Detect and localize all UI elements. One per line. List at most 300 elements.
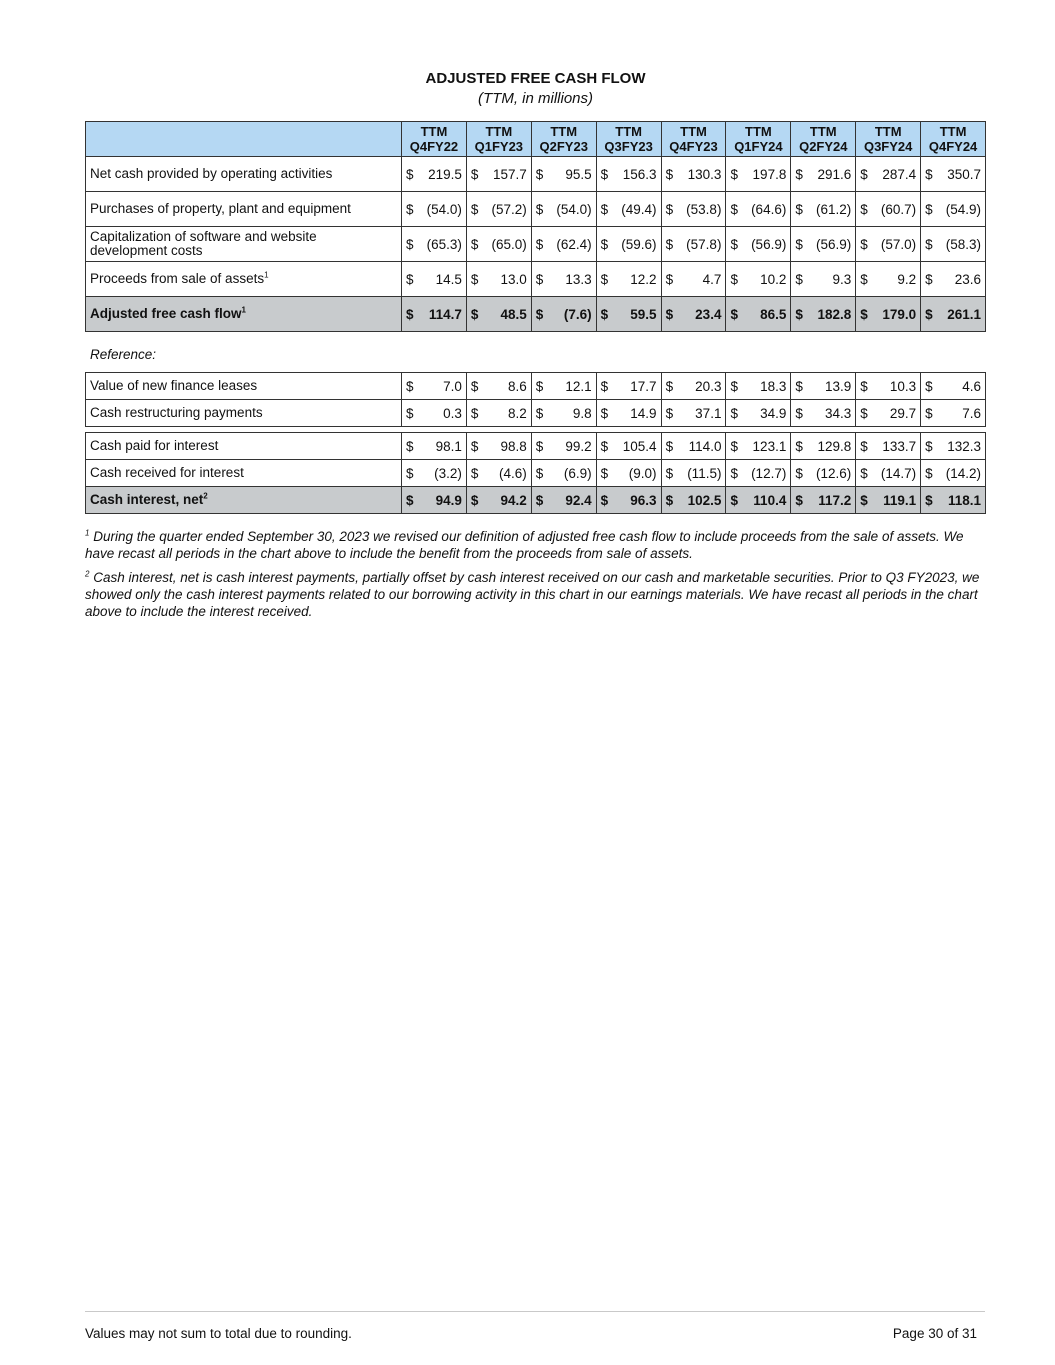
currency-symbol: $ — [406, 405, 414, 421]
currency-symbol: $ — [470, 306, 479, 322]
row-label-text: Adjusted free cash flow — [90, 306, 242, 321]
cell-value: 133.7 — [882, 438, 917, 454]
currency-symbol: $ — [535, 201, 544, 217]
cell-value: 8.6 — [508, 378, 527, 394]
currency-symbol: $ — [665, 438, 674, 454]
currency-symbol: $ — [730, 405, 738, 421]
cell-value: (62.4) — [556, 236, 592, 252]
currency-symbol: $ — [925, 492, 933, 508]
cell-value: 129.8 — [817, 438, 852, 454]
cell-value: (11.5) — [687, 465, 722, 481]
cell-value: (61.2) — [815, 201, 852, 217]
cell-value: (57.0) — [880, 236, 917, 252]
footnote-1-number: 1 — [85, 528, 90, 538]
currency-symbol: $ — [600, 271, 609, 287]
value-cell — [921, 400, 986, 427]
currency-symbol: $ — [665, 306, 674, 322]
value-cell — [661, 262, 726, 297]
cell-value: 102.5 — [687, 492, 722, 508]
cell-value: (12.6) — [815, 465, 852, 481]
cell-value: 4.7 — [702, 271, 722, 287]
value-cell — [596, 297, 661, 332]
currency-symbol: $ — [600, 236, 609, 252]
column-header-text: TTM — [939, 124, 967, 139]
value-cell — [791, 297, 856, 332]
currency-symbol: $ — [535, 271, 544, 287]
cell-value: 98.8 — [500, 438, 527, 454]
reference-label: Reference: — [90, 347, 157, 362]
currency-symbol: $ — [860, 405, 868, 421]
currency-symbol: $ — [470, 465, 479, 481]
row-label-text: Cash interest, net — [90, 492, 204, 507]
currency-symbol: $ — [665, 465, 674, 481]
value-cell — [466, 433, 531, 460]
column-header-text: TTM — [874, 124, 902, 139]
value-cell — [466, 460, 531, 487]
currency-symbol: $ — [925, 271, 933, 287]
currency-symbol: $ — [665, 492, 674, 508]
value-cell — [726, 373, 791, 400]
value-cell — [466, 192, 531, 227]
currency-symbol: $ — [860, 465, 868, 481]
page-subtitle: (TTM, in millions) — [478, 90, 593, 107]
currency-symbol: $ — [665, 405, 674, 421]
cell-value: 18.3 — [760, 378, 787, 394]
currency-symbol: $ — [665, 201, 674, 217]
cell-value: 10.2 — [760, 271, 787, 287]
currency-symbol: $ — [600, 405, 609, 421]
cell-value: 13.3 — [565, 271, 592, 287]
currency-symbol: $ — [795, 492, 803, 508]
cell-value: 261.1 — [947, 306, 982, 322]
currency-symbol: $ — [730, 438, 738, 454]
cell-value: 123.1 — [752, 438, 787, 454]
value-cell — [596, 157, 661, 192]
value-cell — [402, 157, 467, 192]
value-cell — [661, 460, 726, 487]
page-title: ADJUSTED FREE CASH FLOW — [425, 70, 646, 87]
cell-value: 9.3 — [832, 271, 852, 287]
currency-symbol: $ — [470, 492, 479, 508]
currency-symbol: $ — [925, 306, 933, 322]
cell-value: (53.8) — [686, 201, 722, 217]
value-cell — [791, 400, 856, 427]
cell-value: 12.2 — [630, 271, 657, 287]
value-cell — [856, 262, 921, 297]
cell-value: (3.2) — [434, 465, 462, 481]
cell-value: (59.6) — [621, 236, 657, 252]
footnote-marker: 1 — [241, 305, 246, 315]
value-cell — [661, 400, 726, 427]
table-header-row — [86, 122, 986, 157]
value-cell — [791, 460, 856, 487]
value-cell — [402, 227, 467, 262]
value-cell — [791, 192, 856, 227]
value-cell — [726, 157, 791, 192]
currency-symbol: $ — [860, 438, 868, 454]
value-cell — [921, 373, 986, 400]
cell-value: (54.9) — [945, 201, 982, 217]
value-cell — [921, 262, 986, 297]
currency-symbol: $ — [406, 236, 414, 252]
column-header-text: TTM — [485, 124, 513, 139]
currency-symbol: $ — [730, 236, 738, 252]
value-cell — [726, 487, 791, 514]
cell-value: 132.3 — [947, 438, 982, 454]
currency-symbol: $ — [665, 378, 674, 394]
currency-symbol: $ — [535, 378, 544, 394]
table-row — [86, 487, 986, 514]
value-cell — [531, 373, 596, 400]
value-cell — [791, 487, 856, 514]
value-cell — [726, 262, 791, 297]
column-header-text: Q3FY23 — [604, 139, 653, 154]
currency-symbol: $ — [860, 492, 868, 508]
value-cell — [596, 400, 661, 427]
value-cell — [596, 262, 661, 297]
value-cell — [726, 433, 791, 460]
cell-value: 105.4 — [622, 438, 657, 454]
column-header — [856, 122, 921, 157]
cell-value: 14.5 — [435, 271, 462, 287]
cell-value: 29.7 — [889, 405, 917, 421]
cell-value: 10.3 — [889, 378, 917, 394]
value-cell — [402, 192, 467, 227]
value-cell — [726, 227, 791, 262]
table-row — [86, 373, 986, 400]
currency-symbol: $ — [535, 166, 544, 182]
page-number: Page 30 of 31 — [892, 1326, 977, 1341]
currency-symbol: $ — [600, 306, 609, 322]
value-cell — [856, 157, 921, 192]
cell-value: 9.8 — [572, 405, 592, 421]
column-header-text: Q1FY23 — [474, 139, 524, 154]
value-cell — [596, 487, 661, 514]
table-row — [86, 433, 986, 460]
currency-symbol: $ — [795, 378, 803, 394]
cell-value: (12.7) — [751, 465, 787, 481]
value-cell — [531, 262, 596, 297]
cell-value: (14.2) — [945, 465, 982, 481]
cell-value: 37.1 — [695, 405, 722, 421]
currency-symbol: $ — [406, 438, 414, 454]
value-cell — [402, 297, 467, 332]
currency-symbol: $ — [470, 271, 479, 287]
cell-value: 156.3 — [622, 166, 657, 182]
row-label-text: Purchases of property, plant and equipment — [90, 201, 351, 216]
cell-value: 86.5 — [760, 306, 787, 322]
cell-value: 119.1 — [883, 492, 917, 508]
cell-value: 114.0 — [688, 438, 722, 454]
cell-value: (6.9) — [563, 465, 592, 481]
value-cell — [856, 227, 921, 262]
currency-symbol: $ — [730, 306, 738, 322]
footnote-marker: 2 — [203, 491, 208, 501]
currency-symbol: $ — [795, 236, 803, 252]
value-cell — [921, 297, 986, 332]
value-cell — [596, 460, 661, 487]
currency-symbol: $ — [470, 405, 479, 421]
value-cell — [531, 192, 596, 227]
cell-value: 17.7 — [630, 378, 657, 394]
row-label — [86, 262, 402, 297]
currency-symbol: $ — [795, 271, 803, 287]
cell-value: 13.9 — [824, 378, 852, 394]
value-cell — [661, 487, 726, 514]
row-label-text: Capitalization of software and website development costs — [90, 229, 317, 258]
table-row — [86, 460, 986, 487]
column-header-text: TTM — [420, 124, 448, 139]
cell-value: 179.0 — [882, 306, 917, 322]
table-row — [86, 157, 986, 192]
cell-value: 98.1 — [435, 438, 462, 454]
column-header — [531, 122, 596, 157]
cell-value: (65.3) — [426, 236, 462, 252]
cell-value: (64.6) — [751, 201, 787, 217]
cell-value: 14.9 — [630, 405, 657, 421]
row-label — [86, 157, 402, 192]
row-label-text: Value of new finance leases — [90, 378, 258, 393]
currency-symbol: $ — [925, 465, 933, 481]
cell-value: (7.6) — [563, 306, 592, 322]
currency-symbol: $ — [860, 166, 868, 182]
currency-symbol: $ — [795, 201, 803, 217]
cell-value: (14.7) — [880, 465, 917, 481]
value-cell — [661, 433, 726, 460]
cell-value: 350.7 — [947, 166, 982, 182]
currency-symbol: $ — [600, 438, 609, 454]
header-label-cell — [86, 122, 402, 157]
currency-symbol: $ — [665, 166, 674, 182]
table-row — [86, 262, 986, 297]
currency-symbol: $ — [860, 306, 868, 322]
value-cell — [856, 460, 921, 487]
cell-value: (49.4) — [621, 201, 657, 217]
currency-symbol: $ — [860, 201, 868, 217]
currency-symbol: $ — [600, 166, 609, 182]
reference-table-interest — [85, 432, 986, 514]
currency-symbol: $ — [600, 465, 609, 481]
column-header — [661, 122, 726, 157]
value-cell — [856, 373, 921, 400]
cell-value: 287.4 — [882, 166, 917, 182]
row-label — [86, 192, 402, 227]
value-cell — [791, 227, 856, 262]
column-header — [596, 122, 661, 157]
currency-symbol: $ — [730, 166, 738, 182]
cell-value: 118.1 — [947, 492, 982, 508]
value-cell — [466, 373, 531, 400]
value-cell — [402, 400, 467, 427]
cell-value: 110.4 — [753, 492, 787, 508]
cell-value: 8.2 — [508, 405, 527, 421]
row-label-text: Cash received for interest — [90, 465, 244, 480]
currency-symbol: $ — [795, 166, 803, 182]
cell-value: 157.7 — [492, 166, 527, 182]
cell-value: 34.9 — [760, 405, 787, 421]
cell-value: 182.8 — [817, 306, 852, 322]
cell-value: 0.3 — [443, 405, 462, 421]
value-cell — [921, 460, 986, 487]
value-cell — [596, 192, 661, 227]
cell-value: 99.2 — [565, 438, 592, 454]
currency-symbol: $ — [600, 378, 609, 394]
currency-symbol: $ — [730, 201, 738, 217]
currency-symbol: $ — [730, 271, 738, 287]
currency-symbol: $ — [795, 405, 803, 421]
value-cell — [856, 297, 921, 332]
cell-value: 23.4 — [695, 306, 722, 322]
row-label — [86, 400, 402, 427]
currency-symbol: $ — [470, 201, 479, 217]
column-header — [402, 122, 467, 157]
value-cell — [466, 157, 531, 192]
table-row — [86, 192, 986, 227]
column-header-text: TTM — [809, 124, 837, 139]
footer-rounding-note: Values may not sum to total due to rounding. — [85, 1326, 352, 1341]
footnote-2 — [85, 569, 989, 620]
value-cell — [466, 227, 531, 262]
table-row — [86, 400, 986, 427]
value-cell — [596, 373, 661, 400]
cell-value: 94.2 — [500, 492, 527, 508]
currency-symbol: $ — [600, 492, 609, 508]
column-header-text: TTM — [550, 124, 578, 139]
value-cell — [596, 227, 661, 262]
row-label-text: Net cash provided by operating activities — [90, 166, 333, 181]
value-cell — [402, 262, 467, 297]
currency-symbol: $ — [406, 492, 414, 508]
column-header-text: Q2FY24 — [799, 139, 848, 154]
column-header-text: Q4FY22 — [409, 139, 459, 154]
cell-value: 92.4 — [565, 492, 592, 508]
currency-symbol: $ — [925, 405, 933, 421]
currency-symbol: $ — [600, 201, 609, 217]
cell-value: (56.9) — [815, 236, 852, 252]
value-cell — [726, 460, 791, 487]
currency-symbol: $ — [406, 306, 414, 322]
currency-symbol: $ — [406, 166, 414, 182]
currency-symbol: $ — [860, 236, 868, 252]
cell-value: 95.5 — [565, 166, 592, 182]
currency-symbol: $ — [470, 378, 479, 394]
currency-symbol: $ — [925, 378, 933, 394]
footnote-1 — [85, 528, 989, 562]
currency-symbol: $ — [470, 438, 479, 454]
cell-value: (56.9) — [751, 236, 787, 252]
value-cell — [726, 400, 791, 427]
value-cell — [531, 157, 596, 192]
currency-symbol: $ — [535, 236, 544, 252]
cell-value: 94.9 — [435, 492, 462, 508]
currency-symbol: $ — [470, 166, 479, 182]
cell-value: 7.6 — [962, 405, 982, 421]
row-label — [86, 373, 402, 400]
cell-value: 23.6 — [954, 271, 982, 287]
value-cell — [466, 297, 531, 332]
cell-value: 20.3 — [695, 378, 722, 394]
column-header-text: TTM — [745, 124, 772, 139]
cell-value: 219.5 — [428, 166, 462, 182]
cell-value: 9.2 — [897, 271, 917, 287]
cell-value: 114.7 — [428, 306, 462, 322]
value-cell — [402, 373, 467, 400]
value-cell — [466, 487, 531, 514]
currency-symbol: $ — [470, 236, 479, 252]
value-cell — [921, 433, 986, 460]
footnote-1-text: During the quarter ended September 30, 2023 we revised our definition of adjusted free cash flow to include proceeds from the sale of assets. We have recast all periods in the chart above to include the benefit from the proceeds from sale of assets. — [85, 529, 964, 561]
column-header — [921, 122, 986, 157]
column-header-text: TTM — [680, 124, 707, 139]
cell-value: (54.0) — [426, 201, 462, 217]
cell-value: 34.3 — [824, 405, 852, 421]
currency-symbol: $ — [406, 201, 414, 217]
cell-value: (65.0) — [491, 236, 527, 252]
currency-symbol: $ — [795, 438, 803, 454]
cell-value: (57.8) — [686, 236, 722, 252]
value-cell — [856, 400, 921, 427]
value-cell — [791, 262, 856, 297]
cell-value: 12.1 — [565, 378, 592, 394]
row-label — [86, 433, 402, 460]
footnote-2-number: 2 — [85, 569, 90, 579]
value-cell — [531, 487, 596, 514]
value-cell — [921, 192, 986, 227]
table-row — [86, 227, 986, 262]
cell-value: (57.2) — [491, 201, 527, 217]
cell-value: 197.8 — [752, 166, 787, 182]
currency-symbol: $ — [730, 378, 738, 394]
column-header — [466, 122, 531, 157]
currency-symbol: $ — [406, 465, 414, 481]
table-row — [86, 297, 986, 332]
cell-value: 117.2 — [818, 492, 852, 508]
value-cell — [531, 297, 596, 332]
cell-value: (60.7) — [880, 201, 917, 217]
cell-value: 96.3 — [630, 492, 657, 508]
value-cell — [466, 400, 531, 427]
currency-symbol: $ — [795, 465, 803, 481]
currency-symbol: $ — [535, 438, 544, 454]
currency-symbol: $ — [406, 271, 414, 287]
value-cell — [466, 262, 531, 297]
value-cell — [661, 297, 726, 332]
currency-symbol: $ — [535, 492, 544, 508]
cell-value: 48.5 — [500, 306, 527, 322]
column-header-text: TTM — [615, 124, 642, 139]
row-label-text: Proceeds from sale of assets — [90, 271, 265, 286]
value-cell — [791, 157, 856, 192]
currency-symbol: $ — [795, 306, 803, 322]
value-cell — [402, 487, 467, 514]
cell-value: 4.6 — [962, 378, 982, 394]
row-label-text: Cash restructuring payments — [90, 405, 263, 420]
value-cell — [856, 433, 921, 460]
column-header — [791, 122, 856, 157]
currency-symbol: $ — [665, 236, 674, 252]
value-cell — [726, 192, 791, 227]
reference-table-leases-restructuring — [85, 372, 986, 427]
column-header — [726, 122, 791, 157]
value-cell — [791, 433, 856, 460]
cell-value: 130.3 — [687, 166, 722, 182]
cell-value: (4.6) — [499, 465, 527, 481]
value-cell — [791, 373, 856, 400]
cell-value: 13.0 — [500, 271, 527, 287]
currency-symbol: $ — [665, 271, 674, 287]
row-label — [86, 487, 402, 514]
currency-symbol: $ — [406, 378, 414, 394]
